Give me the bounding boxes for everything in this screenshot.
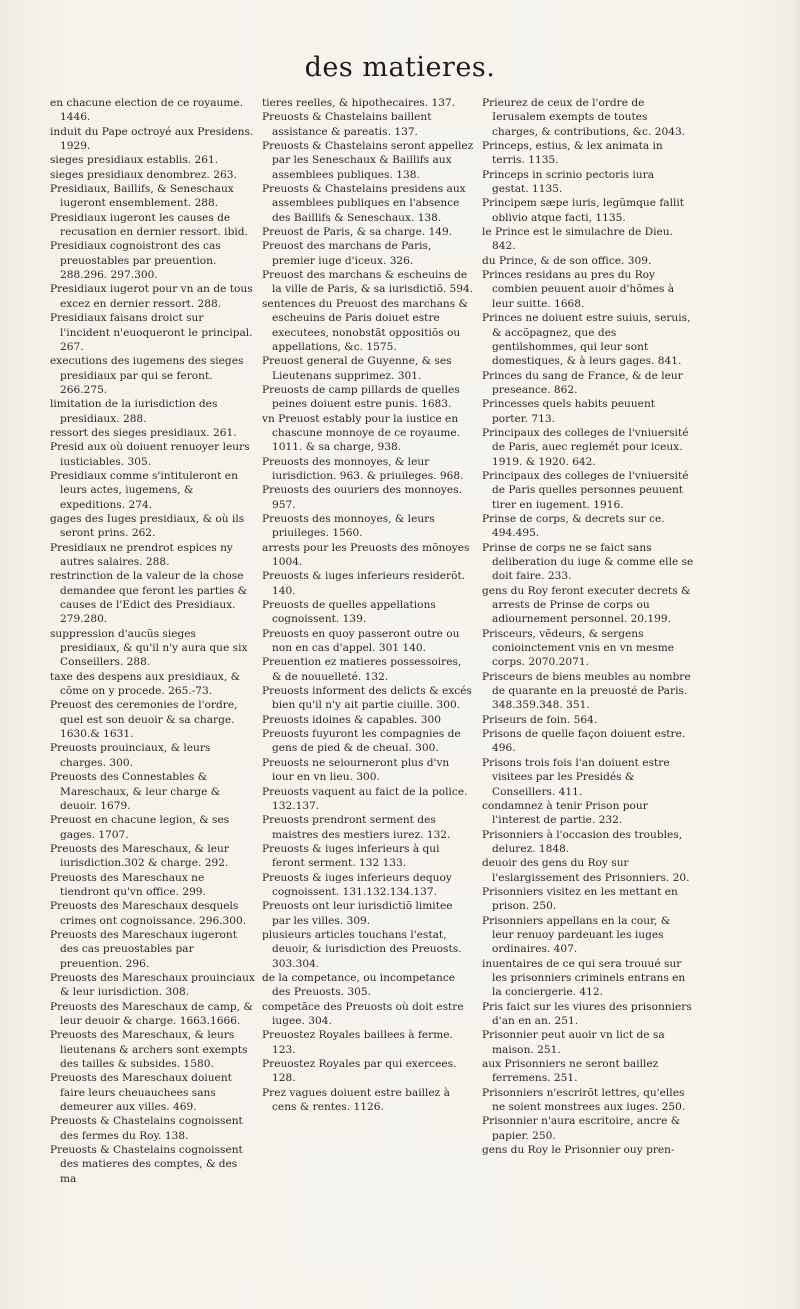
index-entry: executions des iugemens des sieges presidiaux par qui se feront. 266.275. [50,355,244,396]
index-entry: arrests pour les Preuosts des mõnoyes 1004. [262,541,470,568]
index-entry: Principaux des colleges de l'vniuersité de Paris, auec reglemét pour iceux. 1919. & 1920. 642. [482,426,689,468]
index-entry: Presid aux où doiuent renuoyer leurs iusticiables. 305. [50,441,250,468]
index-entry: competãce des Preuosts où doit estre iugee. 304. [262,1000,464,1027]
index-entry: Princeps in scrinio pectoris iura gestat. 1135. [482,168,655,196]
index-entry: gens du Roy feront executer decrets & arrests de Prinse de corps ou adiournement personnel. 20.199. [482,584,691,626]
index-entry: Preuosts des Mareschaux doiuent faire leurs cheuauchees sans demeurer aux villes. 469. [50,1072,232,1114]
index-entry: Preuention ez matieres possessoires, & de nouuelleté. 132. [262,656,462,683]
index-entry: en chacune election de ce royaume. 1446. [50,97,244,124]
index-entry: Prinse de corps, & decrets sur ce. 494.495. [482,512,665,540]
index-entry: vn Preuost estably pour la iustice en chascune monnoye de ce royaume. 1011. & sa charge, 938. [262,412,461,454]
index-entry: Pris faict sur les viures des prisonniers d'an en an. 251. [482,1000,692,1027]
index-entry: Presidiaux ne prendrot espices ny autres salaires. 288. [50,541,233,568]
index-column-2 [262,96,474,1114]
index-entry: inuentaires de ce qui sera trouué sur les prisonniers criminels entrans en la conciergerie. 412. [482,957,686,999]
index-entry: Preuosts & iuges inferieurs dequoy cognoissent. 131.132.134.137. [262,871,452,898]
index-entry: Prisceurs de biens meubles au nombre de quarante en la preuosté de Paris. 348.359.348. 351. [482,670,691,712]
index-entry: Preuosts & Chastelains seront appellez par les Seneschaux & Baillifs aux assemblees publiques. 138. [262,140,474,181]
index-entry: Preuosts vaquent au faict de la police. 132.137. [262,785,468,812]
index-entry: Princeps, estius, & lex animata in terris. 1135. [482,140,663,167]
index-entry: gens du Roy le Prisonnier ouy pren- [482,1144,675,1157]
index-entry: Preuost des marchans de Paris, premier iuge d'iceux. 326. [262,240,432,267]
index-entry: Presidiaux comme s'intituleront en leurs actes, iugemens, & expeditions. 274. [50,469,238,511]
index-entry: limitation de la iurisdiction des presidiaux. 288. [50,398,218,425]
index-entry: Prisonniers visitez en les mettant en prison. 250. [482,885,678,913]
index-entry: Preuosts des Mareschaux desquels crimes ont cognoissance. 296.300. [50,900,247,927]
index-entry: Princes du sang de France, & de leur preseance. 862. [482,369,683,396]
index-entry: Preuosts des Mareschaux, & leur iurisdiction.302 & charge. 292. [50,842,229,870]
index-entry: Princesses quels habits peuuent porter. 713. [482,398,656,425]
index-entry: Preuost des ceremonies de l'ordre, quel est son deuoir & sa charge. 1630.& 1631. [50,699,238,741]
index-entry: Prisons trois fois l'an doiuent estre visitees par les Presidés & Conseillers. 411. [482,756,670,798]
index-entry: Preuosts & Chastelains cognoissent des fermes du Roy. 138. [50,1115,243,1142]
index-entry: induit du Pape octroyé aux Presidens. 1929. [50,125,254,153]
index-entry: Preuosts idoines & capables. 300 [262,713,441,726]
index-entry: condamnez à tenir Prison pour l'interest de partie. 232. [482,799,648,827]
index-entry: du Prince, & de son office. 309. [482,254,652,267]
index-entry: tieres reelles, & hipothecaires. 137. [262,97,456,109]
index-entry: suppression d'aucũs sieges presidiaux, & qu'il n'y aura que six Conseillers. 288. [50,627,248,669]
index-entry: Prisonniers à l'occasion des troubles, delurez. 1848. [482,828,683,855]
index-entry: Princes residans au pres du Roy combien peuuent auoir d'hõmes à leur suitte. 1668. [482,269,675,310]
index-entry: Presidiaux iugeront les causes de recusation en dernier ressort. ibid. [50,211,248,239]
index-entry: Preuosts ont leur iurisdictiõ limitee par les villes. 309. [262,900,453,927]
index-entry: Preuosts prendront serment des maistres des mestiers iurez. 132. [262,814,451,841]
index-entry: Prisonnier n'aura escritoire, ancre & papier. 250. [482,1115,681,1142]
running-head: des matieres. [304,52,496,83]
index-entry: Preuosts des ouuriers des monnoyes. 957. [262,484,462,511]
index-entry: Presidiaux iugerot pour vn an de tous excez en dernier ressort. 288. [50,283,253,310]
page-edge-shadow [794,0,800,1309]
index-entry: Preuosts de quelles appellations cognoissent. 139. [262,599,436,626]
index-entry: Preuosts & Chastelains presidens aux assemblees publiques en l'absence des Baillifs & Seneschaux. 138. [262,183,466,224]
index-entry: gages des Iuges presidiaux, & où ils seront prins. 262. [50,512,245,540]
index-entry: Preuosts des Mareschaux prouinciaux & leur iurisdiction. 308. [50,971,255,999]
index-entry: Preuosts des monnoyes, & leur iurisdiction. 963. & priuileges. 968. [262,455,464,482]
index-entry: restrinction de la valeur de la chose demandee que feront les parties & causes de l'Edict des Presidiaux. 279.280. [50,570,248,626]
index-entry: Preuost des marchans & escheuins de la ville de Paris, & sa iurisdictiõ. 594. [262,269,474,296]
index-entry: Preuosts des Mareschaux ne tiendront qu'vn office. 299. [50,871,206,898]
index-entry: Preuosts & iuges inferieurs à qui feront serment. 132 133. [262,842,440,870]
index-entry: le Prince est le simulachre de Dieu. 842. [482,226,673,253]
index-entry: Priseurs de foin. 564. [482,713,598,726]
index-entry: Prisonniers n'escrirõt lettres, qu'elles ne soient monstrees aux iuges. 250. [482,1086,686,1114]
index-entry: de la competance, ou incompetance des Preuosts. 305. [262,971,456,999]
index-entry: Preuosts des Connestables & Mareschaux, & leur charge & deuoir. 1679. [50,771,221,812]
index-entry: Prez vagues doiuent estre baillez à cens & rentes. 1126. [262,1086,450,1114]
index-entry: sentences du Preuost des marchans & escheuins de Paris doiuet estre executees, nonobstãt oppositiõs ou appellations, &c. 1575. [262,297,468,353]
index-entry: Presidiaux, Baillifs, & Seneschaux iugeront ensemblement. 288. [50,183,234,210]
index-entry: Preuosts & Chastelains cognoissent des matieres des comptes, & des ma [50,1144,243,1185]
index-entry: Presidiaux cognoistront des cas preuostables par preuention. 288.296. 297.300. [50,240,221,282]
index-entry: aux Prisonniers ne seront baillez ferremens. 251. [482,1058,659,1085]
index-entry: Preuost en chacune legion, & ses gages. 1707. [50,814,230,841]
index-entry: Prisons de quelle façon doiuent estre. 496. [482,728,686,755]
index-entry: Prisceurs, vẽdeurs, & sergens conioinctement vnis en vn mesme corps. 2070.2071. [482,627,675,669]
index-entry: Preuosts des Mareschaux iugeront des cas preuostables par preuention. 296. [50,928,237,970]
index-entry: taxe des despens aux presidiaux, & cõme on y procede. 265.-73. [50,670,241,698]
index-entry: deuoir des gens du Roy sur l'eslargissement des Prisonniers. 20. [482,857,690,884]
index-column-1 [50,96,255,1186]
index-entry: ressort des sieges presidiaux. 261. [50,426,237,439]
index-entry: Preuosts de camp pillards de quelles peines doiuent estre punis. 1683. [262,383,460,411]
index-entry: sieges presidiaux establis. 261. [50,154,219,167]
index-entry: Preuosts en quoy passeront outre ou non en cas d'appel. 301 140. [262,627,460,655]
index-entry: Preuosts des Mareschaux, & leurs lieutenans & archers sont exempts des tailles & subsides. 1580. [50,1029,248,1071]
index-entry: Preuosts & iuges inferieurs residerõt. 140. [262,570,466,597]
index-entry: plusieurs articles touchans l'estat, deuoir, & iurisdiction des Preuosts. 303.304. [262,928,462,970]
index-entry: Prisonnier peut auoir vn lict de sa maison. 251. [482,1029,665,1056]
index-entry: Preuost general de Guyenne, & ses Lieutenans supprimez. 301. [262,355,452,382]
index-column-3 [482,96,694,1157]
index-entry: Preuosts des monnoyes, & leurs priuileges. 1560. [262,512,435,540]
index-entry: Preuosts & Chastelains baillent assistance & pareatis. 137. [262,111,432,138]
index-entry: Preuost de Paris, & sa charge. 149. [262,226,453,239]
index-entry: Prieurez de ceux de l'ordre de Ierusalem exempts de toutes charges, & contributions, &c. 2043. [482,97,686,138]
index-entry: Preuosts informent des delicts & excés bien qu'il n'y ait partie ciuille. 300. [262,685,472,712]
index-entry: Prisonniers appellans en la cour, & leur renuoy pardeuant les iuges ordinaires. 407. [482,914,671,956]
index-entry: Preuosts ne seiourneront plus d'vn iour en vn lieu. 300. [262,756,450,784]
index-entry: Presidiaux faisans droict sur l'incident n'euoqueront le principal. 267. [50,312,253,353]
index-entry: Preuosts prouinciaux, & leurs charges. 300. [50,742,211,769]
index-entry: Principaux des colleges de l'vniuersité de Paris quelles personnes peuuent tirer en iugement. 1916. [482,469,689,511]
index-entry: Preuosts fuyuront les compagnies de gens de pied & de cheual. 300. [262,728,461,755]
index-entry: Principem sæpe iuris, legũmque fallit oblivio atque facti, 1135. [482,197,685,224]
index-entry: Preuostez Royales par qui exercees. 128. [262,1058,457,1085]
index-entry: Preuosts des Mareschaux de camp, & leur deuoir & charge. 1663.1666. [50,1000,253,1027]
index-entry: Prinse de corps ne se faict sans deliberation du iuge & comme elle se doit faire. 233. [482,541,694,583]
index-entry: Princes ne doiuent estre suiuis, seruis, & accõpagnez, que des gentilshommes, qui leur sont domestiques, & à leurs gages. 841. [482,312,691,368]
index-entry: sieges presidiaux denombrez. 263. [50,168,237,181]
index-entry: Preuostez Royales baillees à ferme. 123. [262,1029,453,1056]
